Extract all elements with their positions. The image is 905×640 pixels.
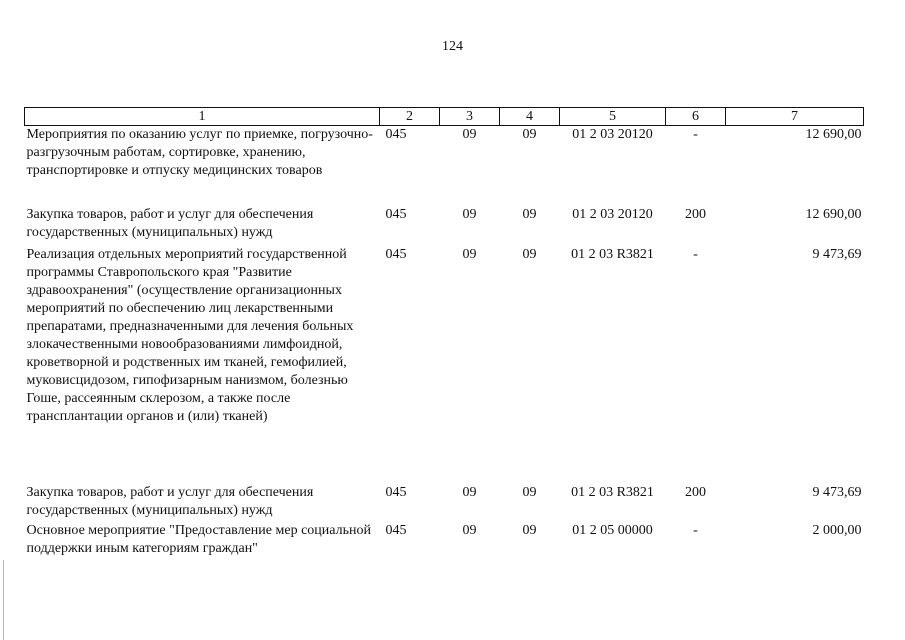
row-target-article: 01 2 03 20120 xyxy=(572,127,653,142)
row-amount: 2 000,00 xyxy=(812,523,862,538)
row-subsection-code: 09 xyxy=(522,207,537,222)
table-header-row xyxy=(25,108,864,126)
column-header-1: 1 xyxy=(25,108,380,126)
row-subsection-code: 09 xyxy=(522,247,537,262)
table-row xyxy=(25,126,864,207)
row-name: Мероприятия по оказанию услуг по приемке, погрузочно-разгрузочным работам, сортировке, хранению, транспортировке и отпуску медицинских товаров xyxy=(26,127,373,178)
row-subsection-code: 09 xyxy=(522,523,537,538)
row-section-code: 09 xyxy=(462,207,477,222)
row-target-article: 01 2 03 20120 xyxy=(572,207,653,222)
budget-table xyxy=(24,107,864,562)
row-name: Закупка товаров, работ и услуг для обеспечения государственных (муниципальных) нужд xyxy=(26,485,314,518)
row-expense-type: - xyxy=(693,247,698,262)
row-target-article: 01 2 05 00000 xyxy=(572,523,653,538)
row-expense-type: - xyxy=(693,127,698,142)
row-section-code: 09 xyxy=(462,523,477,538)
row-subsection-code: 09 xyxy=(522,485,537,500)
row-ministry-code: 045 xyxy=(385,523,407,538)
row-expense-type: 200 xyxy=(685,207,706,222)
row-ministry-code: 045 xyxy=(385,485,407,500)
table-row xyxy=(25,522,864,562)
row-ministry-code: 045 xyxy=(385,127,407,142)
row-expense-type: - xyxy=(693,523,698,538)
table-row xyxy=(25,246,864,484)
column-header-3: 3 xyxy=(440,108,500,126)
column-header-6: 6 xyxy=(666,108,726,126)
row-amount: 9 473,69 xyxy=(812,485,862,500)
table-row xyxy=(25,206,864,246)
row-section-code: 09 xyxy=(462,247,477,262)
column-header-4: 4 xyxy=(500,108,560,126)
row-amount: 12 690,00 xyxy=(805,207,862,222)
row-section-code: 09 xyxy=(462,127,477,142)
page-number: 124 xyxy=(442,39,463,54)
column-header-7: 7 xyxy=(726,108,864,126)
row-target-article: 01 2 03 R3821 xyxy=(571,485,654,500)
row-name: Основное мероприятие "Предоставление мер социальной поддержки иным категориям граждан" xyxy=(26,523,371,556)
row-amount: 9 473,69 xyxy=(812,247,862,262)
row-target-article: 01 2 03 R3821 xyxy=(571,247,654,262)
row-section-code: 09 xyxy=(462,485,477,500)
row-ministry-code: 045 xyxy=(385,247,407,262)
column-header-2: 2 xyxy=(380,108,440,126)
row-expense-type: 200 xyxy=(685,485,706,500)
row-subsection-code: 09 xyxy=(522,127,537,142)
column-header-5: 5 xyxy=(560,108,666,126)
row-name: Реализация отдельных мероприятий государственной программы Ставропольского края "Развитие здравоохранения" (осуществление организационных мероприятий по обеспечению лиц лекарственными препаратами, предназначенными для лечения больных злокачественными новообразованиями лимфоидной, кроветворной и родственных им тканей, гемофилией, муковисцидозом, гипофизарным нанизмом, болезнью Гоше, рассеянным склерозом, а также после трансплантации органов и (или) тканей) xyxy=(26,247,354,424)
row-name: Закупка товаров, работ и услуг для обеспечения государственных (муниципальных) нужд xyxy=(26,207,314,240)
scan-edge-line xyxy=(3,560,4,640)
table-row xyxy=(25,484,864,522)
row-amount: 12 690,00 xyxy=(805,127,862,142)
row-ministry-code: 045 xyxy=(385,207,407,222)
